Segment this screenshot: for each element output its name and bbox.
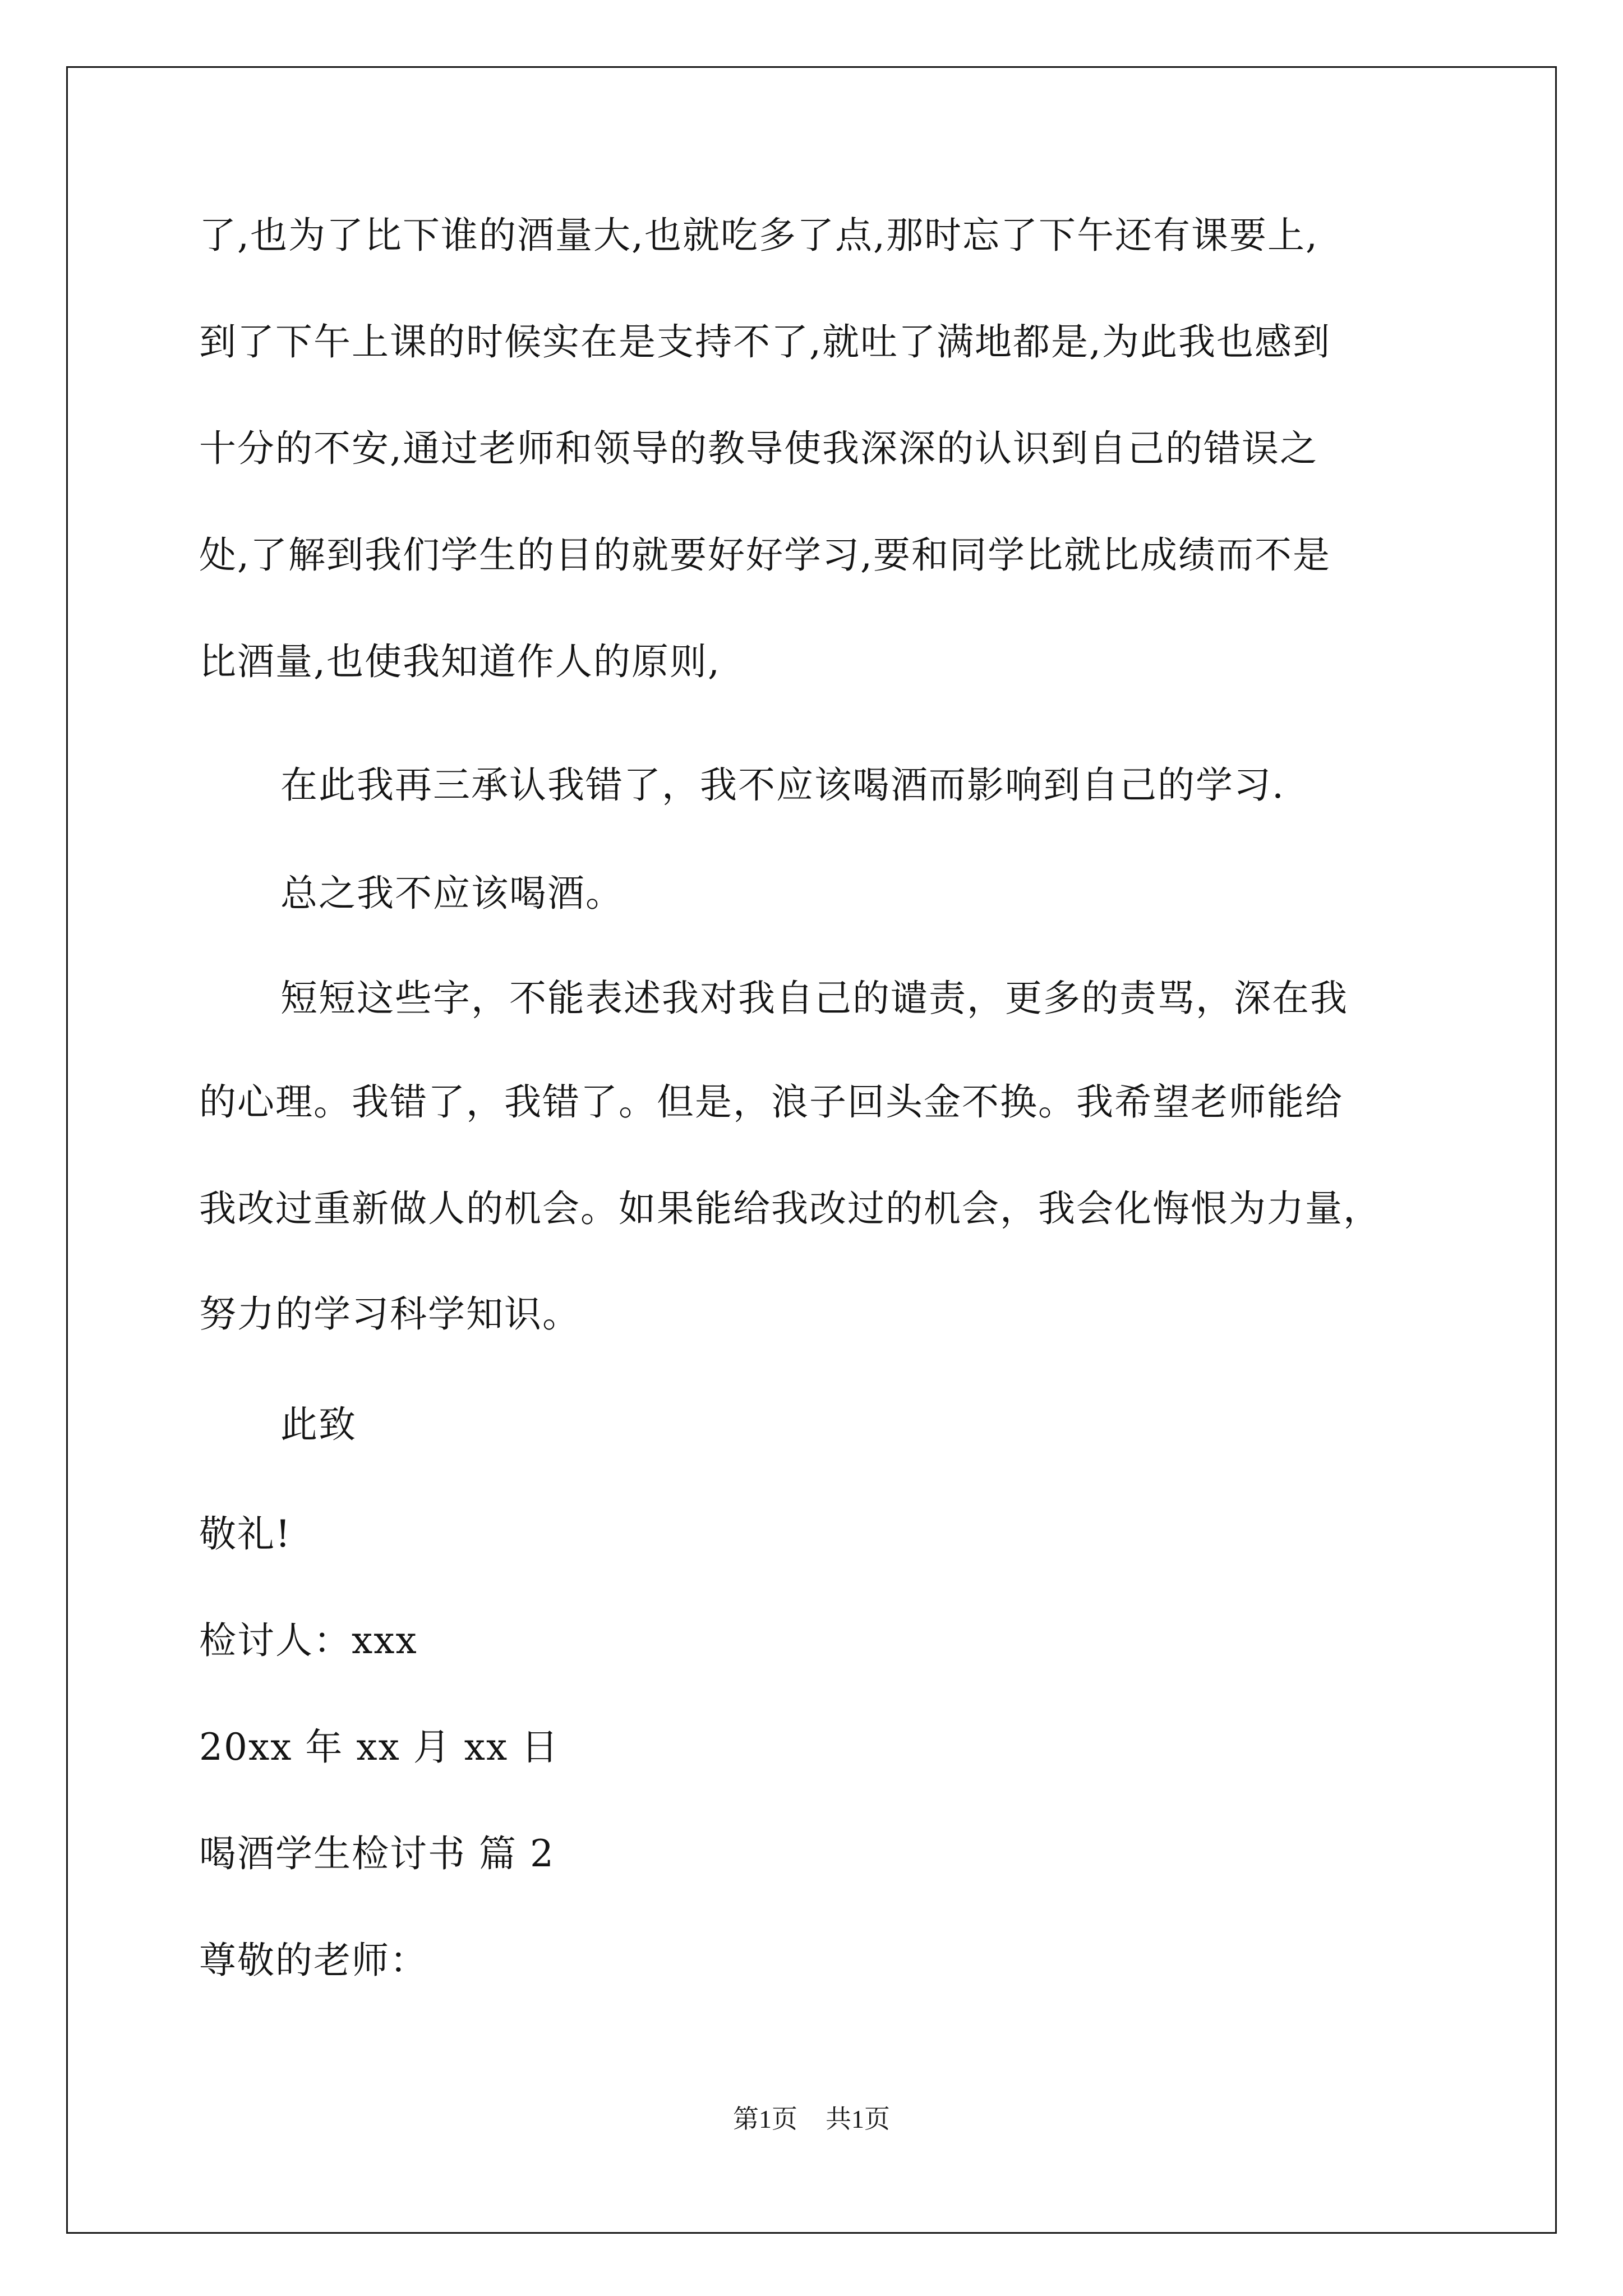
body-line: 努力的学习科学知识。	[199, 1292, 580, 1336]
body-line: 到了下午上课的时候实在是支持不了,就吐了满地都是,为此我也感到	[199, 320, 1331, 364]
section-title: 喝酒学生检讨书 篇 2	[199, 1832, 555, 1875]
body-line: 在此我再三承认我错了，我不应该喝酒而影响到自己的学习.	[280, 763, 1285, 807]
page-number: 第1页	[733, 2105, 797, 2133]
salutation: 敬礼!	[199, 1512, 292, 1556]
body-line: 总之我不应该喝酒。	[280, 872, 624, 915]
date-line: 20xx 年 xx 月 xx 日	[199, 1726, 560, 1769]
body-line: 处,了解到我们学生的目的就要好好学习,要和同学比就比成绩而不是	[199, 533, 1331, 577]
body-line: 短短这些字，不能表述我对我自己的谴责，更多的责骂，深在我	[280, 977, 1348, 1020]
page-total: 共1页	[826, 2105, 890, 2133]
signature-line: 检讨人：xxx	[199, 1619, 418, 1662]
body-line: 了,也为了比下谁的酒量大,也就吃多了点,那时忘了下午还有课要上,	[199, 214, 1318, 257]
closing-line: 此致	[280, 1403, 357, 1446]
body-line: 十分的不安,通过老师和领导的教导使我深深的认识到自己的错误之	[199, 427, 1318, 470]
body-line: 我改过重新做人的机会。如果能给我改过的机会，我会化悔恨为力量，	[199, 1187, 1381, 1230]
body-line: 的心理。我错了，我错了。但是，浪子回头金不换。我希望老师能给	[199, 1080, 1343, 1124]
greeting-line: 尊敬的老师：	[199, 1939, 428, 1982]
page-footer	[0, 2102, 1623, 2136]
page-border	[66, 66, 1557, 2234]
body-line: 比酒量,也使我知道作人的原则,	[199, 640, 721, 683]
